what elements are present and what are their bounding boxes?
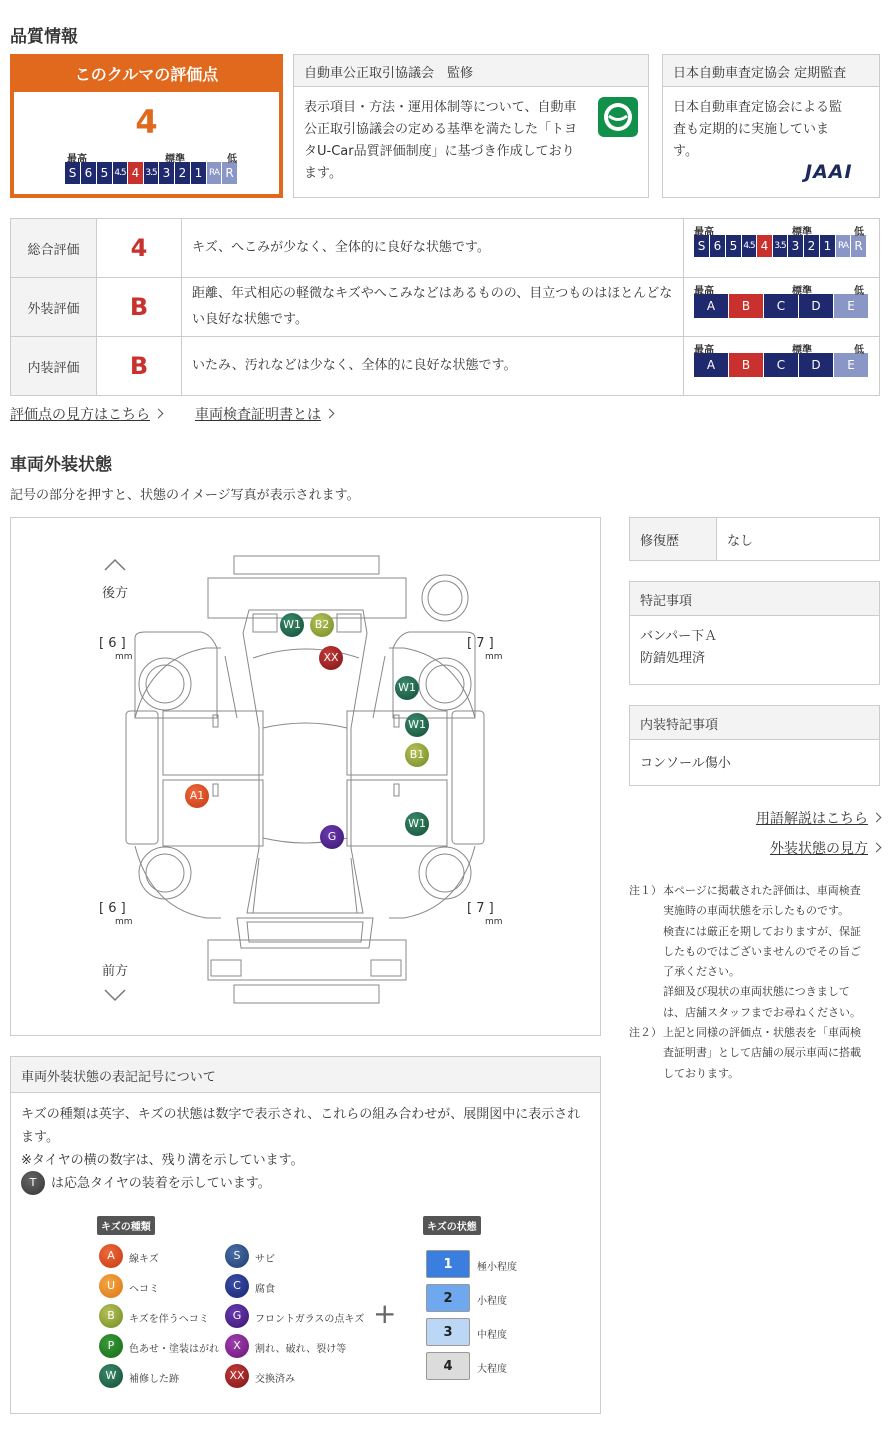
cert-link-text[interactable]: 車両検査証明書とは xyxy=(195,407,321,423)
spare-tire-icon: T xyxy=(21,1171,45,1195)
eval-desc: いたみ、汚れなどは少なく、全体的に良好な状態です。 xyxy=(182,337,684,396)
interior-title: 内装特記事項 xyxy=(630,706,879,740)
state-tag: キズの状態 xyxy=(423,1216,481,1235)
damage-marker[interactable]: XX xyxy=(319,646,343,670)
kind-p-icon: P xyxy=(99,1334,123,1358)
mm-label: mm xyxy=(115,652,133,662)
audit-panel-2 xyxy=(662,54,880,198)
eval-value: 4 xyxy=(97,219,182,278)
scale-std-label: 標準 xyxy=(792,345,812,356)
cert-link[interactable] xyxy=(195,404,333,424)
legend-p2: ※タイヤの横の数字は、残り溝を示しています。 xyxy=(21,1153,304,1168)
tire-tread-front-right: [ 7 ] xyxy=(467,901,494,916)
damage-marker[interactable]: B1 xyxy=(405,743,429,767)
kind-b-icon: B xyxy=(99,1304,123,1328)
abc-cell: B xyxy=(729,294,763,318)
damage-marker[interactable]: G xyxy=(320,825,344,849)
exterior-subtext: 記号の部分を押すと、状態のイメージ写真が表示されます。 xyxy=(10,488,360,503)
scale-low-label: 低 xyxy=(854,227,864,238)
abc-cell: C xyxy=(764,294,798,318)
note-line: は、店舗スタッフまでお尋ねください。 xyxy=(663,1005,861,1019)
mm-label: mm xyxy=(485,652,503,662)
interior-value: コンソール傷小 xyxy=(640,756,731,771)
damage-marker[interactable]: W1 xyxy=(395,676,419,700)
fair-trade-logo-icon xyxy=(598,97,638,137)
kind-x-icon: X xyxy=(225,1334,249,1358)
kind-s-icon: S xyxy=(225,1244,249,1268)
audit-body-1: 表示項目・方法・運用体制等について、自動車公正取引協議会の定める基準を満たした「トヨタU-Car品質評価制度」に基づき作成しております。 xyxy=(304,100,578,181)
kind-text: 交換済み xyxy=(255,1374,295,1385)
state-3-icon: 3 xyxy=(426,1318,470,1346)
state-4-icon: 4 xyxy=(426,1352,470,1380)
kind-text: 補修した跡 xyxy=(129,1374,179,1385)
scale-cell: 3.5 xyxy=(144,162,158,184)
repair-label: 修復歴 xyxy=(630,518,717,560)
kind-text: 色あせ・塗装はがれ xyxy=(129,1344,219,1355)
scale-std-label: 標準 xyxy=(792,227,812,238)
scale-cell: 4.5 xyxy=(742,235,756,257)
scale-cell: 1 xyxy=(191,162,206,184)
state-1-icon: 1 xyxy=(426,1250,470,1278)
abc-cell: C xyxy=(764,353,798,377)
score-value: 4 xyxy=(135,103,158,141)
note-2-label: 注２） xyxy=(629,1026,662,1039)
scale-high-label: 最高 xyxy=(694,286,714,297)
kind-w-icon: W xyxy=(99,1364,123,1388)
tire-tread-front-left: [ 6 ] xyxy=(99,901,126,916)
evaluation-table xyxy=(10,218,880,396)
kind-a-icon: A xyxy=(99,1244,123,1268)
abc-cell: B xyxy=(729,353,763,377)
exterior-heading: 車両外装状態 xyxy=(10,455,112,475)
terms-link[interactable] xyxy=(756,808,880,828)
note-1-label: 注１） xyxy=(629,884,662,897)
state-text: 中程度 xyxy=(477,1330,507,1341)
how-to-link[interactable] xyxy=(10,404,162,424)
scale-cell: 2 xyxy=(804,235,819,257)
scale-cell: RA xyxy=(836,235,850,257)
chevron-right-icon xyxy=(325,409,335,419)
eval-scale xyxy=(684,337,880,396)
scale-cell: 3.5 xyxy=(773,235,787,257)
exterior-view-link-text[interactable]: 外装状態の見方 xyxy=(770,841,868,857)
note-2 xyxy=(663,1023,883,1084)
kind-tag: キズの種類 xyxy=(97,1216,155,1235)
score-scale xyxy=(65,150,245,184)
quality-heading: 品質情報 xyxy=(10,27,78,47)
kind-xx-icon: XX xyxy=(225,1364,249,1388)
eval-desc: 距離、年式相応の軽微なキズやへこみなどはあるものの、目立つものはほとんどない良好な状態です。 xyxy=(182,278,684,337)
abc-scale xyxy=(694,353,871,377)
abc-cell: E xyxy=(834,353,868,377)
damage-marker[interactable]: B2 xyxy=(310,613,334,637)
scale-cell: R xyxy=(222,162,237,184)
note-line: 詳細及び現状の車両状態につきまして xyxy=(663,985,850,999)
abc-cell: D xyxy=(799,353,833,377)
mm-label: mm xyxy=(115,917,133,927)
audit-panel-1 xyxy=(293,54,649,198)
front-label: 前方 xyxy=(102,964,129,979)
note-line: 検査には厳正を期しておりますが、保証 xyxy=(663,924,861,938)
legend-title: 車両外装状態の表記記号について xyxy=(11,1057,600,1093)
score-card xyxy=(10,54,283,198)
scale-cell: 1 xyxy=(820,235,835,257)
scale-low-label: 低 xyxy=(854,286,864,297)
terms-link-text[interactable]: 用語解説はこちら xyxy=(756,811,868,827)
scale-cell: S xyxy=(65,162,80,184)
kind-text: フロントガラスの点キズ xyxy=(255,1314,365,1325)
scale-std-label: 標準 xyxy=(792,286,812,297)
scale-cell: 5 xyxy=(726,235,741,257)
tire-tread-rear-left: [ 6 ] xyxy=(99,636,126,651)
note-line: 本ページに掲載された評価は、車両検査 xyxy=(663,884,861,897)
car-diagram-panel xyxy=(10,517,601,1036)
legend-panel xyxy=(10,1056,601,1414)
note-line: 上記と同様の評価点・状態表を「車両検 xyxy=(663,1026,861,1039)
damage-marker[interactable]: W1 xyxy=(280,613,304,637)
exterior-view-link[interactable] xyxy=(770,838,880,858)
repair-value: なし xyxy=(727,534,754,549)
audit-title-2: 日本自動車査定協会 定期監査 xyxy=(663,55,879,87)
note-line: したものではございませんのでその旨ご xyxy=(663,944,861,958)
how-to-link-text[interactable]: 評価点の見方はこちら xyxy=(10,407,150,423)
note-line: 実施時の車両状態を示したものです。 xyxy=(663,904,850,918)
table-row xyxy=(11,219,880,278)
damage-marker[interactable]: A1 xyxy=(185,784,209,808)
audit-body-2: 日本自動車査定協会による監査も定期的に実施しています。 xyxy=(673,100,843,159)
car-diagram xyxy=(11,518,600,1035)
kind-text: 腐食 xyxy=(255,1284,275,1295)
state-2-icon: 2 xyxy=(426,1284,470,1312)
eval-value: B xyxy=(97,337,182,396)
chevron-right-icon xyxy=(872,843,882,853)
mm-label: mm xyxy=(485,917,503,927)
scale-bar xyxy=(65,162,245,184)
eval-value: B xyxy=(97,278,182,337)
scale-cell: R xyxy=(851,235,866,257)
state-text: 極小程度 xyxy=(477,1262,517,1273)
table-row xyxy=(11,278,880,337)
abc-cell: D xyxy=(799,294,833,318)
abc-scale xyxy=(694,294,871,318)
audit-title-1: 自動車公正取引協議会 監修 xyxy=(294,55,648,87)
abc-cell: A xyxy=(694,353,728,377)
scale-cell: 3 xyxy=(788,235,803,257)
plus-icon: + xyxy=(373,1297,397,1330)
scale-high-label: 最高 xyxy=(694,227,714,238)
kind-text: ヘコミ xyxy=(129,1284,159,1295)
kind-text: サビ xyxy=(255,1254,275,1265)
special-notes xyxy=(629,581,880,685)
chevron-right-icon xyxy=(154,409,164,419)
legend-p3: は応急タイヤの装着を示しています。 xyxy=(51,1176,271,1191)
scale-std-label: 標準 xyxy=(165,154,185,165)
kind-g-icon: G xyxy=(225,1304,249,1328)
interior-notes xyxy=(629,705,880,786)
note-line: 査証明書」として店舗の展示車両に搭載 xyxy=(663,1046,861,1060)
kind-c-icon: C xyxy=(225,1274,249,1298)
scale-cell: RA xyxy=(207,162,221,184)
abc-cell: A xyxy=(694,294,728,318)
table-row xyxy=(11,337,880,396)
note-line: 了承ください。 xyxy=(663,965,740,979)
eval-scale xyxy=(684,278,880,337)
scale-cell: 2 xyxy=(175,162,190,184)
special-title: 特記事項 xyxy=(630,582,879,616)
scale-bar xyxy=(694,235,871,257)
scale-high-label: 最高 xyxy=(694,345,714,356)
scale-low-label: 低 xyxy=(227,154,237,165)
rear-arrow-icon xyxy=(105,560,125,570)
eval-label: 総合評価 xyxy=(11,219,97,278)
scale-cell: 4 xyxy=(757,235,772,257)
kind-u-icon: U xyxy=(99,1274,123,1298)
eval-label: 内装評価 xyxy=(11,337,97,396)
tire-tread-rear-right: [ 7 ] xyxy=(467,636,494,651)
kind-text: キズを伴うヘコミ xyxy=(129,1314,209,1325)
kind-text: 線キズ xyxy=(129,1254,159,1265)
kind-text: 割れ、破れ、裂け等 xyxy=(255,1344,347,1355)
state-text: 小程度 xyxy=(477,1296,507,1307)
legend-p1: キズの種類は英字、キズの状態は数字で表示され、これらの組み合わせが、展開図中に表示されます。 xyxy=(21,1107,581,1145)
scale-cell: S xyxy=(694,235,709,257)
scale-cell: 5 xyxy=(97,162,112,184)
note-line: しております。 xyxy=(663,1066,740,1080)
state-text: 大程度 xyxy=(477,1364,507,1375)
eval-desc: キズ、へこみが少なく、全体的に良好な状態です。 xyxy=(182,219,684,278)
eval-label: 外装評価 xyxy=(11,278,97,337)
jaai-logo: JAAI xyxy=(805,161,853,183)
chevron-right-icon xyxy=(872,813,882,823)
damage-marker[interactable]: W1 xyxy=(405,812,429,836)
scale-low-label: 低 xyxy=(854,345,864,356)
scale-cell: 4.5 xyxy=(113,162,127,184)
scale-cell: 6 xyxy=(710,235,725,257)
scale-high-label: 最高 xyxy=(67,154,87,165)
rear-label: 後方 xyxy=(102,586,129,601)
scale-cell: 3 xyxy=(159,162,174,184)
scale-cell: 4 xyxy=(128,162,143,184)
special-line: バンパー下Ａ xyxy=(640,629,718,644)
special-line: 防錆処理済 xyxy=(640,651,706,666)
note-1 xyxy=(663,881,883,1023)
scale-cell: 6 xyxy=(81,162,96,184)
repair-history xyxy=(629,517,880,561)
eval-scale xyxy=(684,219,880,278)
score-card-title: このクルマの評価点 xyxy=(14,58,279,92)
front-arrow-icon xyxy=(105,990,125,1000)
abc-cell: E xyxy=(834,294,868,318)
damage-marker[interactable]: W1 xyxy=(405,713,429,737)
